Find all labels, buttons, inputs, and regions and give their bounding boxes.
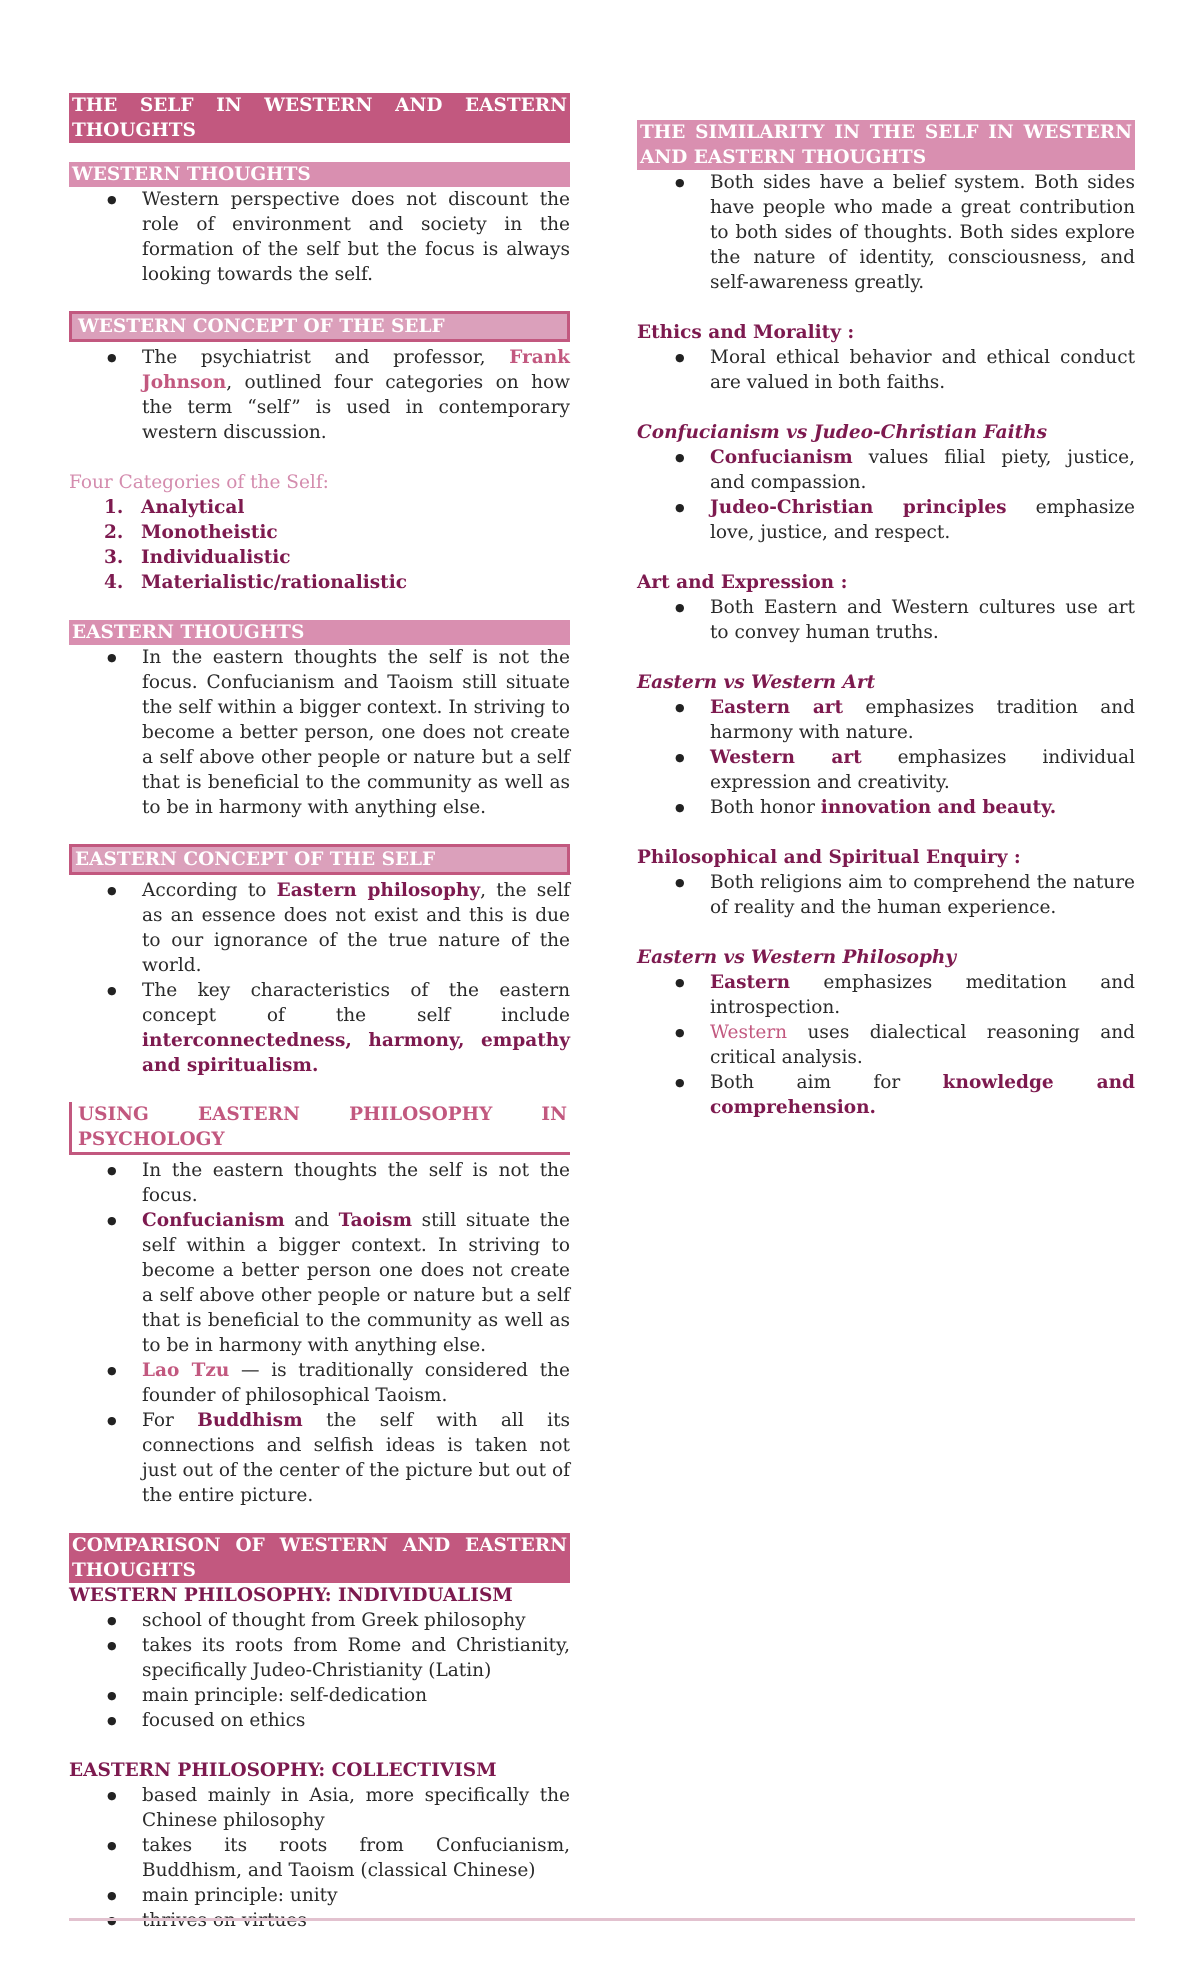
item-text: Analytical	[141, 497, 245, 518]
list-item	[69, 1358, 570, 1408]
item-number: 2.	[104, 522, 124, 543]
list-item: ● Moral ethical behavior and ethical conduct are valued in both faiths.	[637, 345, 1135, 395]
text: The psychiatrist and professor,	[142, 347, 510, 368]
psychology-list	[69, 1158, 570, 1508]
list-item	[69, 545, 570, 570]
page-title: THE SELF IN WESTERN AND EASTERN THOUGHTS	[69, 93, 570, 143]
ethics-list	[637, 345, 1135, 395]
list-item: ● takes its roots from Confucianism, Buddhism, and Taoism (classical Chinese)	[69, 1833, 570, 1883]
categories-label: Four Categories of the Self:	[69, 472, 329, 493]
text: For	[142, 1410, 198, 1431]
psychology-heading: USING EASTERN PHILOSOPHY IN PSYCHOLOGY	[69, 1102, 570, 1155]
eastern-thoughts-heading: EASTERN THOUGHTS	[69, 620, 570, 645]
item-text: Individualistic	[141, 547, 291, 568]
text: — is traditionally considered the founder of philosophical Taoism.	[142, 1360, 570, 1406]
text: Both honor	[710, 797, 821, 818]
ethics-subheading: Ethics and Morality :	[637, 322, 855, 343]
text: Both aim for	[710, 1072, 943, 1093]
highlight: Western art	[710, 747, 862, 768]
list-item: ● Western perspective does not discount the role of environment and society in the formation of the self but the focus is always looking towards the self.	[69, 187, 570, 287]
enquiry-list	[637, 870, 1135, 920]
text: According to	[142, 880, 277, 901]
list-item: ● In the eastern thoughts the self is not the focus. Confucianism and Taoism still situate the self within a bigger context. In striving to become a better person, one does not create a self above other people or nature but a self that is beneficial to the community as well as to be in harmony with anything else.	[69, 645, 570, 820]
highlight: Buddhism	[197, 1410, 303, 1431]
highlight: Lao Tzu	[142, 1360, 230, 1381]
philosophy-compare-subheading: Eastern vs Western Philosophy	[637, 947, 957, 968]
list-item: ● takes its roots from Rome and Christianity, specifically Judeo-Christianity (Latin)	[69, 1633, 570, 1683]
faiths-subheading: Confucianism vs Judeo-Christian Faiths	[637, 422, 1048, 443]
categories-list	[69, 495, 570, 595]
list-item: ● Both religions aim to comprehend the nature of reality and the human experience.	[637, 870, 1135, 920]
highlight: Frank Johnson	[142, 347, 570, 393]
eastern-philosophy-subheading: EASTERN PHILOSOPHY: COLLECTIVISM	[69, 1760, 497, 1781]
highlight: Eastern	[710, 972, 791, 993]
text: uses dialectical reasoning and critical analysis.	[710, 1022, 1135, 1068]
eastern-concept-list	[69, 878, 570, 1078]
western-philosophy-subheading: WESTERN PHILOSOPHY: INDIVIDUALISM	[69, 1585, 513, 1606]
western-concept-heading: WESTERN CONCEPT OF THE SELF	[69, 311, 570, 342]
text: emphasizes tradition and harmony with nature.	[710, 697, 1135, 743]
western-concept-list	[69, 345, 570, 445]
art-list	[637, 595, 1135, 645]
text: , the self as an essence does not exist and this is due to our ignorance of the true nature of the world.	[142, 880, 570, 976]
list-item: ● main principle: unity	[69, 1883, 570, 1908]
list-item	[69, 345, 570, 445]
list-item: ● main principle: self-dedication	[69, 1683, 570, 1708]
eastern-philosophy-list	[69, 1783, 570, 1933]
enquiry-subheading: Philosophical and Spiritual Enquiry :	[637, 847, 1021, 868]
text: emphasize love, justice, and respect.	[710, 497, 1135, 543]
western-thoughts-heading: WESTERN THOUGHTS	[69, 162, 570, 187]
highlight: interconnectedness, harmony, empathy and spiritualism.	[142, 1030, 570, 1076]
faiths-list	[637, 445, 1135, 545]
item-number: 3.	[104, 547, 124, 568]
highlight: Confucianism	[142, 1210, 285, 1231]
list-item: ● focused on ethics	[69, 1708, 570, 1733]
list-item	[69, 1208, 570, 1358]
list-item	[637, 1070, 1135, 1120]
text: emphasizes individual expression and creativity.	[710, 747, 1135, 793]
western-philosophy-list	[69, 1608, 570, 1733]
highlight: Eastern philosophy	[276, 880, 481, 901]
philosophy-compare-list	[637, 970, 1135, 1120]
highlight: Eastern art	[710, 697, 844, 718]
similarity-heading: THE SIMILARITY IN THE SELF IN WESTERN AND EASTERN THOUGHTS	[637, 120, 1135, 170]
list-item	[69, 978, 570, 1078]
right-column	[637, 0, 1135, 1120]
list-item: ● Both Eastern and Western cultures use art to convey human truths.	[637, 595, 1135, 645]
art-compare-list	[637, 695, 1135, 820]
similarity-list	[637, 170, 1135, 295]
item-text: Materialistic/rationalistic	[141, 572, 408, 593]
text: values filial piety, justice, and compassion.	[710, 447, 1135, 493]
list-item: ● In the eastern thoughts the self is not the focus.	[69, 1158, 570, 1208]
left-column	[69, 0, 570, 1933]
eastern-concept-heading: EASTERN CONCEPT OF THE SELF	[69, 844, 570, 875]
highlight: knowledge and comprehension.	[710, 1072, 1135, 1118]
highlight: Taoism	[338, 1210, 413, 1231]
comparison-heading: COMPARISON OF WESTERN AND EASTERN THOUGHTS	[69, 1533, 570, 1583]
text: , outlined four categories on how the term “self” is used in contemporary western discussion.	[142, 372, 570, 443]
text: still situate the self within a bigger context. In striving to become a better person one does not create a self above other people or nature but a self that is beneficial to the community as well as to be in harmony with anything else.	[142, 1210, 570, 1356]
list-item	[69, 520, 570, 545]
list-item: ● Both sides have a belief system. Both sides have people who made a great contribution to both sides of thoughts. Both sides explore the nature of identity, consciousness, and self-awareness greatly.	[637, 170, 1135, 295]
art-compare-subheading: Eastern vs Western Art	[637, 672, 876, 693]
list-item	[69, 1408, 570, 1508]
list-item	[637, 795, 1135, 820]
list-item	[637, 495, 1135, 545]
list-item	[69, 495, 570, 520]
list-item: ● school of thought from Greek philosophy	[69, 1608, 570, 1633]
list-item	[637, 445, 1135, 495]
art-subheading: Art and Expression :	[637, 572, 848, 593]
item-text: Monotheistic	[141, 522, 278, 543]
highlight: innovation and beauty.	[820, 797, 1057, 818]
text: the self with all its connections and selfish ideas is taken not just out of the center of the picture but out of the entire picture.	[142, 1410, 571, 1506]
eastern-thoughts-list	[69, 645, 570, 820]
list-item	[69, 570, 570, 595]
footer-divider	[69, 1918, 1135, 1921]
list-item	[637, 745, 1135, 795]
list-item	[637, 970, 1135, 1020]
text: emphasizes meditation and introspection.	[710, 972, 1135, 1018]
text: and	[284, 1210, 339, 1231]
highlight: Confucianism	[710, 447, 853, 468]
list-item	[637, 1020, 1135, 1070]
highlight: Judeo-Christian principles	[710, 497, 1007, 518]
list-item: ● based mainly in Asia, more specifically the Chinese philosophy	[69, 1783, 570, 1833]
list-item	[637, 695, 1135, 745]
list-item	[69, 878, 570, 978]
western-thoughts-list	[69, 187, 570, 287]
item-number: 1.	[104, 497, 124, 518]
highlight: Western	[710, 1022, 788, 1043]
text: The key characteristics of the eastern concept of the self include	[142, 980, 570, 1026]
item-number: 4.	[104, 572, 124, 593]
